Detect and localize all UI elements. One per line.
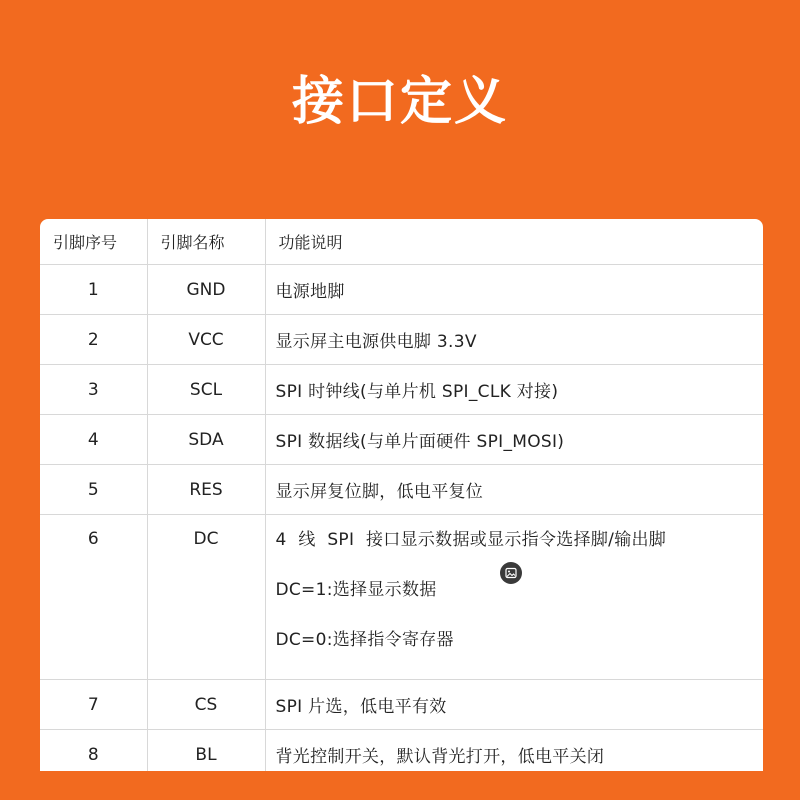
table-row bbox=[40, 730, 763, 772]
pin-description: SPI 数据线(与单片面硬件 SPI_MOSI) bbox=[265, 415, 763, 465]
pin-name: BL bbox=[147, 730, 265, 772]
pin-number: 6 bbox=[40, 515, 147, 680]
pin-number: 2 bbox=[40, 315, 147, 365]
pin-number: 8 bbox=[40, 730, 147, 772]
image-icon[interactable] bbox=[500, 562, 522, 584]
table-row bbox=[40, 415, 763, 465]
pin-number: 4 bbox=[40, 415, 147, 465]
description-line: DC=1:选择显示数据 bbox=[275, 580, 437, 600]
table-header-row bbox=[40, 219, 763, 265]
pin-description: SPI 片选，低电平有效 bbox=[265, 680, 763, 730]
table-row bbox=[40, 315, 763, 365]
image-icon-glyph bbox=[505, 567, 517, 579]
table-row bbox=[40, 680, 763, 730]
pin-description: 电源地脚 bbox=[265, 265, 763, 315]
table-row bbox=[40, 365, 763, 415]
pin-name: SDA bbox=[147, 415, 265, 465]
pin-name: SCL bbox=[147, 365, 265, 415]
description-line: DC=0:选择指令寄存器 bbox=[275, 630, 454, 650]
pin-definition-table-card bbox=[40, 219, 763, 771]
header-pin-name: 引脚名称 bbox=[147, 219, 265, 265]
pin-number: 5 bbox=[40, 465, 147, 515]
pin-definition-table bbox=[40, 219, 763, 771]
header-function: 功能说明 bbox=[265, 219, 763, 265]
pin-name: CS bbox=[147, 680, 265, 730]
pin-number: 1 bbox=[40, 265, 147, 315]
pin-number: 7 bbox=[40, 680, 147, 730]
pin-description: 显示屏主电源供电脚 3.3V bbox=[265, 315, 763, 365]
pin-description: 背光控制开关，默认背光打开，低电平关闭 bbox=[275, 747, 605, 767]
pin-description: SPI 时钟线(与单片机 SPI_CLK 对接) bbox=[265, 365, 763, 415]
pin-description bbox=[265, 515, 763, 680]
table-row bbox=[40, 265, 763, 315]
pin-name: DC bbox=[147, 515, 265, 680]
pin-name: RES bbox=[147, 465, 265, 515]
pin-description: 显示屏复位脚，低电平复位 bbox=[265, 465, 763, 515]
page-title: 接口定义 bbox=[291, 72, 508, 132]
pin-number: 3 bbox=[40, 365, 147, 415]
header-pin-number: 引脚序号 bbox=[40, 219, 147, 265]
pin-name: GND bbox=[147, 265, 265, 315]
table-row bbox=[40, 465, 763, 515]
description-line: 4 线 SPI 接口显示数据或显示指令选择脚/输出脚 bbox=[275, 530, 667, 550]
table-row bbox=[40, 515, 763, 680]
pin-name: VCC bbox=[147, 315, 265, 365]
